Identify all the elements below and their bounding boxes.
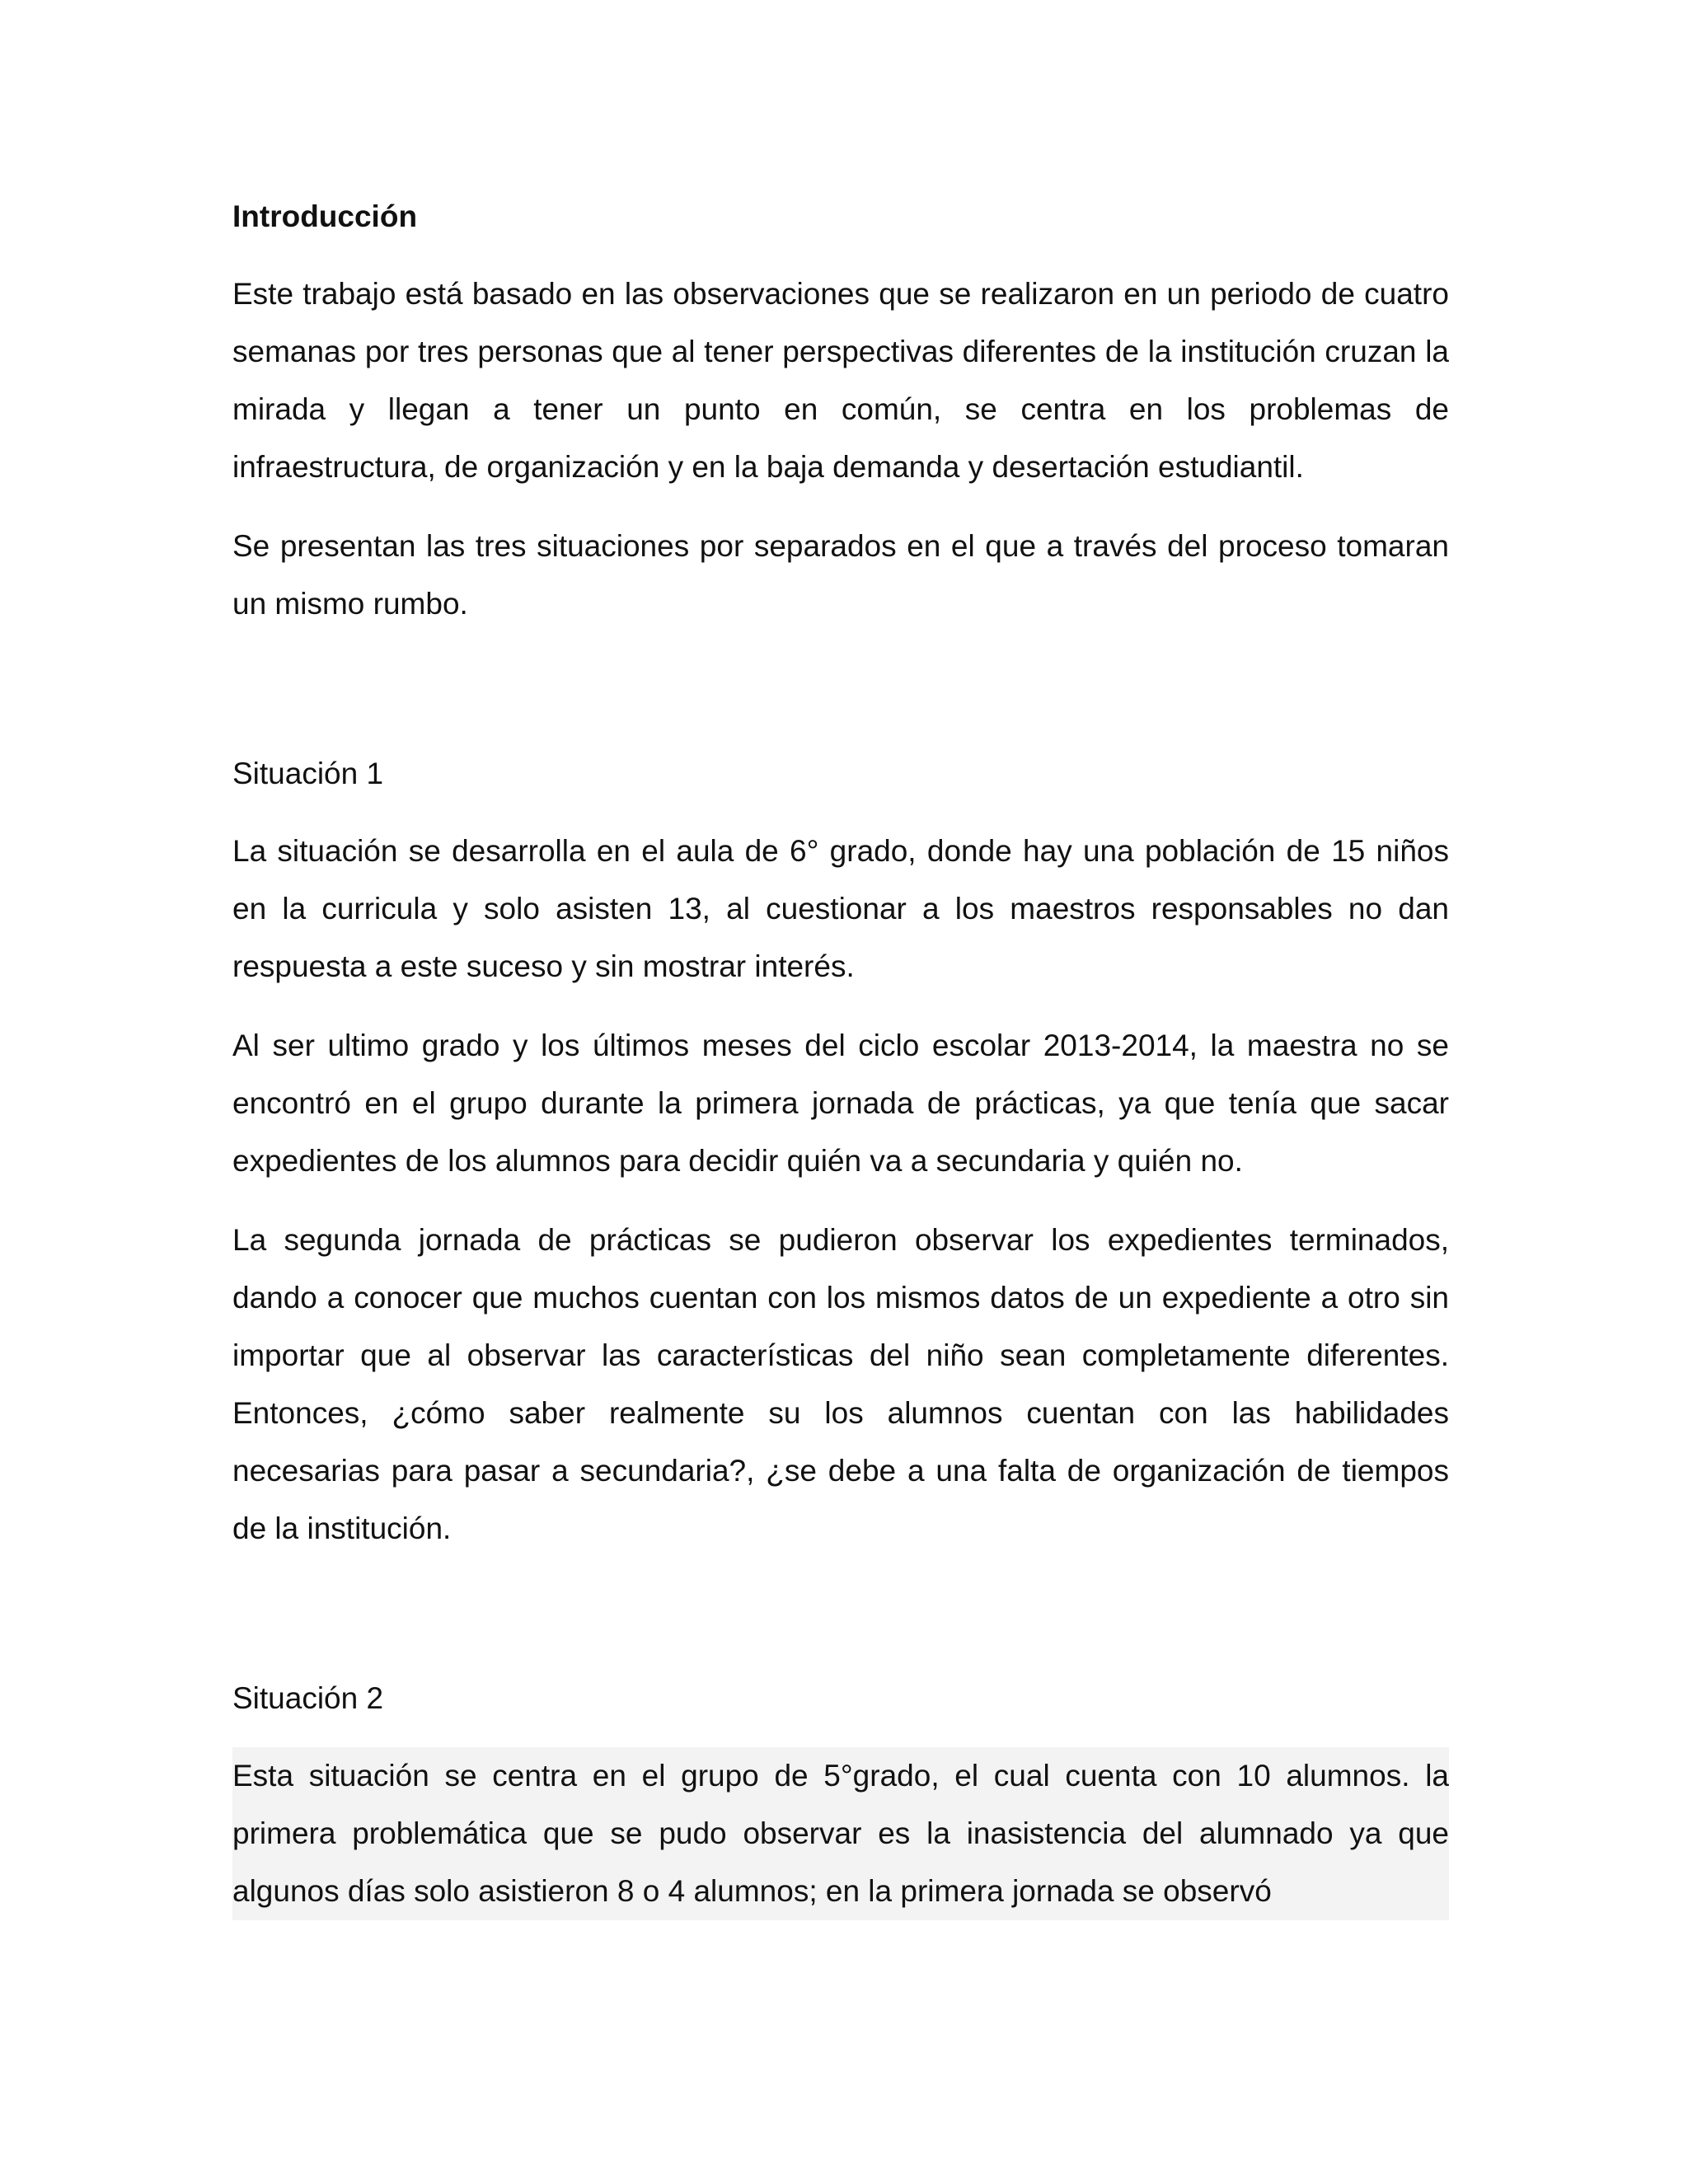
paragraph: La segunda jornada de prácticas se pudieron observar los expedientes terminados, dando a conocer que muchos cuentan con los mismos datos de un expediente a otro sin importar que al observar las características del niño sean completamente diferentes. Entonces, ¿cómo saber realmente su los alumnos cuentan con las habilidades necesarias para pasar a secundaria?, ¿se debe a una falta de organización de tiempos de la institución. bbox=[232, 1223, 1449, 1545]
paragraph: Este trabajo está basado en las observaciones que se realizaron en un periodo de cuatro semanas por tres personas que al tener perspectivas diferentes de la institución cruzan la mirada y llegan a tener un punto en común, se centra en los problemas de infraestructura, de organización y en la baja demanda y desertación estudiantil. bbox=[232, 277, 1449, 484]
spacer bbox=[232, 1579, 1449, 1670]
paragraph: Al ser ultimo grado y los últimos meses del ciclo escolar 2013-2014, la maestra no se encontró en el grupo durante la primera jornada de prácticas, ya que tenía que sacar expedientes de los alumnos para decidir quién va a secundaria y quién no. bbox=[232, 1029, 1449, 1178]
document-body bbox=[232, 188, 1449, 1942]
spacer bbox=[232, 654, 1449, 745]
paragraph: Esta situación se centra en el grupo de 5°grado, el cual cuenta con 10 alumnos. la primera problemática que se pudo observar es la inasistencia del alumnado ya que algunos días solo asistieron 8 o 4 alumnos; en la primera jornada se observó bbox=[232, 1747, 1449, 1920]
section-heading-situacion-2: Situación 2 bbox=[232, 1681, 384, 1715]
section-heading-situacion-1: Situación 1 bbox=[232, 757, 384, 790]
section-heading-introduccion: Introducción bbox=[232, 199, 418, 233]
paragraph: La situación se desarrolla en el aula de 6° grado, donde hay una población de 15 niños en la curricula y solo asisten 13, al cuestionar a los maestros responsables no dan respuesta a este suceso y sin mostrar interés. bbox=[232, 834, 1449, 983]
paragraph: Se presentan las tres situaciones por separados en el que a través del proceso tomaran un mismo rumbo. bbox=[232, 529, 1449, 621]
